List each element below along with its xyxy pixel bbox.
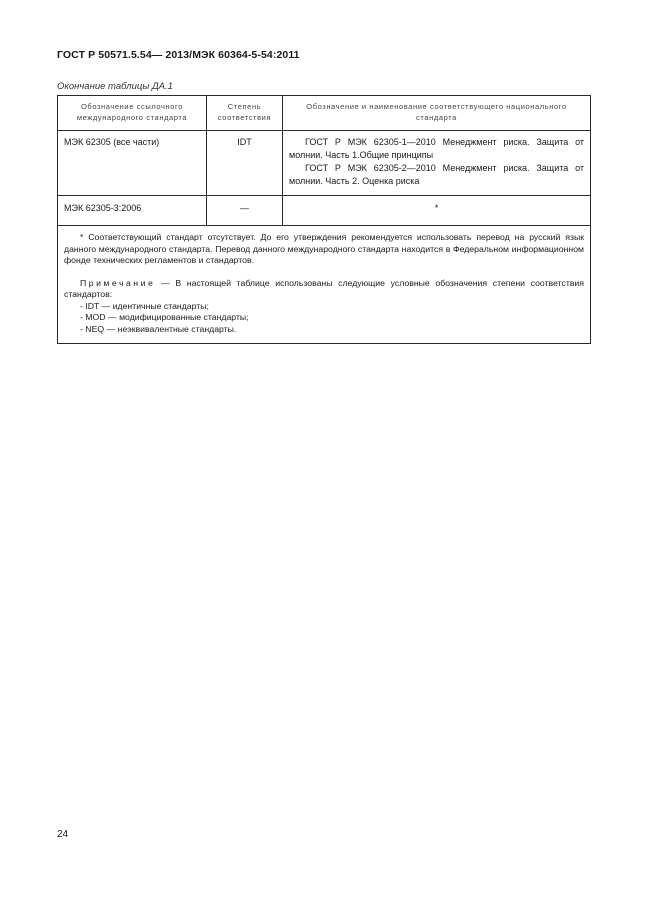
cell-degree: IDT — [207, 131, 283, 196]
note-item: - NEQ — неэквивалентные стандарты. — [80, 323, 237, 334]
footnote-cell — [58, 226, 591, 344]
national-standard-line: ГОСТ Р МЭК 62305-2—2010 Менеджмент риска. Защита от молнии. Часть 2. Оценка риска — [289, 163, 584, 186]
national-standard-line: ГОСТ Р МЭК 62305-1—2010 Менеджмент риска. Защита от молнии. Часть 1.Общие принципы — [289, 137, 584, 160]
cell-degree: — — [207, 196, 283, 226]
table-row — [58, 131, 591, 196]
table-caption: Окончание таблицы ДА.1 — [57, 81, 173, 92]
header-ref-standard: Обозначение ссылочного международного стандарта — [58, 96, 207, 131]
table-footnote-row — [58, 226, 591, 344]
header-degree: Степень соответствия — [207, 96, 283, 131]
header-national-standard: Обозначение и наименование соответствующего национального стандарта — [283, 96, 591, 131]
note-item: - MOD — модифицированные стандарты; — [80, 312, 249, 322]
document-header: ГОСТ Р 50571.5.54— 2013/МЭК 60364-5-54:2011 — [57, 49, 300, 61]
note-text: — В настоящей таблице использованы следующие условные обозначения степени соответствия стандартов: — [64, 277, 584, 299]
note-label: Примечание — [80, 277, 156, 288]
cell-ref: МЭК 62305-3:2006 — [58, 196, 207, 226]
footnote-text: * Соответствующий стандарт отсутствует. До его утверждения рекомендуется использовать перевод на русский язык данного международного стандарта. Перевод данного международного стандарта находится в Федеральном информационном фонде технических регламентов и стандартов. — [64, 232, 584, 265]
table-header-row — [58, 96, 591, 131]
note-paragraph — [64, 278, 584, 301]
cell-ref: МЭК 62305 (все части) — [58, 131, 207, 196]
table-row — [58, 196, 591, 226]
note-item: - IDT — идентичные стандарты; — [80, 300, 209, 311]
cell-national: * — [283, 196, 591, 226]
cell-national — [283, 131, 591, 196]
page-number: 24 — [57, 829, 69, 840]
standards-table — [57, 95, 591, 344]
